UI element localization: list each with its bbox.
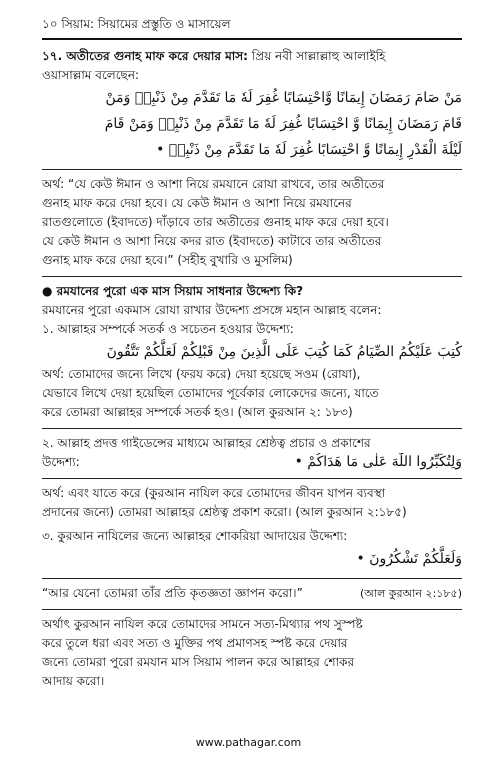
item-1-arabic: كُتِبَ عَلَيْكُمُ الصِّيَامُ كَمَا كُتِبَ عَلَى الَّذِينَ مِنْ قَبْلِكُمْ لَعَلَّكُمْ تَتَّقُونَ: [106, 344, 462, 360]
item-2-arabic: وَلِتُكَبِّرُوا اللّٰهَ عَلٰى مَا هَدَاكُمْ •: [294, 454, 462, 470]
divider: [42, 276, 462, 277]
item-3-arabic: وَلَعَلَّكُمْ تَشْكُرُونَ •: [356, 551, 462, 567]
conclusion-line-4: আদায় করো।: [42, 674, 105, 688]
conclusion-line-2: করে তুলে ধরা এবং সত্য ও মুক্তির পথ প্রমাণসহ স্পষ্ট করে দেয়ার: [42, 636, 348, 650]
item-1-meaning-line-3: করে তোমরা আল্লাহর সম্পর্কে সতর্ক হও। (আল কুরআন ২: ১৮৩): [42, 405, 353, 419]
section-17-title: ১৭. অতীতের গুনাহ মাফ করে দেয়ার মাস:: [42, 49, 248, 63]
conclusion-line-3: জন্যে তোমরা পুরো রমযান মাস সিয়াম পালন করে আল্লাহর শোকর: [42, 655, 355, 669]
divider: [42, 169, 462, 170]
hadith-arabic-line-2: قَامَ رَمَضَانَ إِيمَانًا وَّ احْتِسَابًا غُفِرَ لَهٗ مَا تَقَدَّمَ مِنْ ذَنْبِهٖ وَمَنْ قَامَ: [104, 116, 462, 132]
hadith-arabic-line-3: لَيْلَةَ الْقَدْرِ إِيمَانًا وَّ احْتِسَابًا غُفِرَ لَهٗ مَا تَقَدَّمَ مِنْ ذَنْبِهٖ •: [156, 142, 462, 158]
purpose-heading: ● রমযানের পুরো এক মাস সিয়াম সাধনার উদ্দেশ্য কি?: [42, 284, 304, 298]
running-head: ১০ সিয়াম: সিয়ামের প্রস্তুতি ও মাসায়েল: [42, 16, 462, 40]
hadith-arabic-line-1: مَنْ صَامَ رَمَضَانَ إِيمَانًا وَّاحْتِسَابًا غُفِرَ لَهٗ مَا تَقَدَّمَ مِنْ ذَنْبِهٖ وَمَنْ: [105, 90, 462, 106]
hadith-meaning-line-2: গুনাহ মাফ করে দেয়া হবে। যে কেউ ঈমান ও আশা নিয়ে রমযানের: [42, 196, 352, 210]
hadith-meaning-line-5: গুনাহ মাফ করে দেয়া হবে।” (সহীহ বুখারি ও মুসলিম): [42, 253, 293, 267]
divider: [42, 428, 462, 429]
hadith-meaning-line-3: রাতগুলোতে (ইবাদতে) দাঁড়াবে তার অতীতের গুনাহ মাফ করে দেয়া হবে।: [42, 215, 389, 229]
item-2-meaning-line-2: প্রদানের জন্যে) তোমরা আল্লাহর শ্রেষ্ঠত্ব প্রকাশ করো। (আল কুরআন ২:১৮৫): [42, 505, 407, 519]
item-2-title-line-2: উদ্দেশ্য:: [42, 455, 80, 469]
item-3-quote-ref: (আল কুরআন ২:১৮৫): [359, 587, 462, 600]
item-3-quote: “আর যেনো তোমরা তাঁর প্রতি কৃতজ্ঞতা জ্ঞাপন করো।”: [42, 586, 303, 600]
item-3-quote-row: [42, 584, 462, 603]
item-3-title: ৩. কুরআন নাযিলের জন্যে আল্লাহর শোকরিয়া আদায়ের উদ্দেশ্য:: [42, 529, 348, 543]
divider: [42, 609, 462, 610]
hadith-meaning-line-1: অর্থ: “যে কেউ ঈমান ও আশা নিয়ে রমযানে রোযা রাখবে, তার অতীতের: [42, 177, 385, 191]
hadith-meaning-line-4: যে কেউ ঈমান ও আশা নিয়ে কদর রাত (ইবাদতে) কাটাবে তার অতীতের: [42, 234, 382, 248]
footer-url: www.pathagar.com: [195, 736, 302, 749]
purpose-intro: রমযানের পুরো একমাস রোযা রাখার উদ্দেশ্য প্রসঙ্গে মহান আল্লাহ বলেন:: [42, 303, 382, 317]
item-1-meaning-line-1: অর্থ: তোমাদের জন্যে লিখে (ফরয করে) দেয়া হয়েছে সওম (রোযা),: [42, 367, 361, 381]
section-17-title-rest: প্রিয় নবী সাল্লাল্লাহু আলাইহি: [247, 49, 386, 63]
item-1-meaning-line-2: যেভাবে লিখে দেয়া হয়েছিল তোমাদের পূর্বেকার লোকেদের জন্যে, যাতে: [42, 386, 379, 400]
item-2-meaning-line-1: অর্থ: এবং যাতে করে (কুরআন নাযিল করে তোমাদের জীবন যাপন ব্যবস্থা: [42, 486, 386, 500]
section-17-heading: [42, 47, 462, 66]
item-1-title: ১. আল্লাহর সম্পর্কে সতর্ক ও সচেতন হওয়ার উদ্দেশ্য:: [42, 322, 294, 336]
item-2-title-row: [42, 453, 462, 472]
section-17-line2: ওয়াসাল্লাম বলেছেন:: [42, 68, 140, 82]
conclusion-line-1: অর্থাৎ কুরআন নাযিল করে তোমাদের সামনে সত্য-মিথ্যার পথ সুস্পষ্ট: [42, 617, 363, 631]
item-2-title-line-1: ২. আল্লাহ প্রদত্ত গাইডেন্সের মাধ্যমে আল্লাহর শ্রেষ্ঠত্ব প্রচার ও প্রকাশের: [42, 436, 371, 450]
divider: [42, 478, 462, 479]
divider: [42, 578, 462, 579]
page-content: [42, 16, 462, 691]
